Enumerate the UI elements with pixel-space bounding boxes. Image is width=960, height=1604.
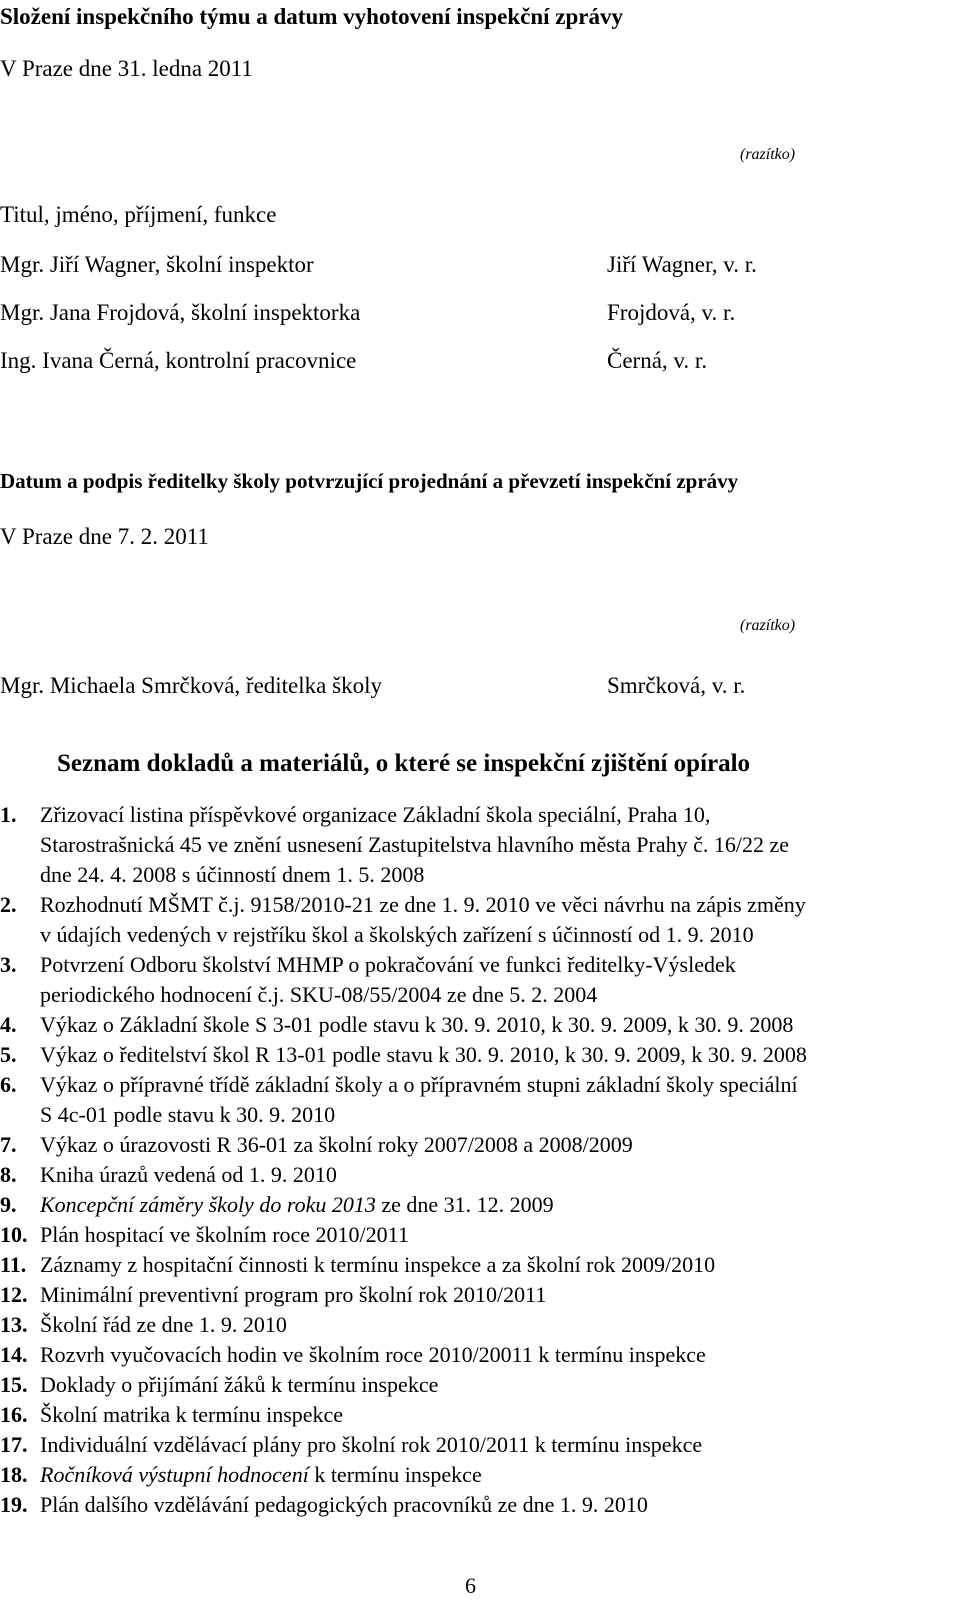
list-item: [0, 1490, 958, 1520]
list-item-text: Minimální preventivní program pro školní rok 2010/2011: [40, 1282, 547, 1307]
list-item: [0, 1280, 958, 1310]
list-item-number: 14.: [0, 1342, 28, 1367]
list-item-rest: k termínu inspekce: [308, 1462, 482, 1487]
team-heading: Složení inspekčního týmu a datum vyhotovení inspekční zprávy: [0, 4, 624, 29]
list-item: [0, 1070, 958, 1130]
list-item: [0, 800, 958, 890]
director-stamp: (razítko): [740, 617, 796, 634]
director-date: V Praze dne 7. 2. 2011: [0, 524, 209, 549]
list-item-number: 1.: [0, 802, 17, 827]
team-member-name: Mgr. Jana Frojdová, školní inspektorka: [0, 300, 361, 325]
documents-list: [0, 800, 958, 1520]
team-member-signature: Černá, v. r.: [607, 348, 708, 373]
list-item-number: 6.: [0, 1072, 17, 1097]
list-item-text: Doklady o přijímání žáků k termínu inspekce: [40, 1372, 439, 1397]
list-item-italic-title: Koncepční záměry školy do roku 2013: [40, 1192, 376, 1217]
page-number: 6: [465, 1573, 476, 1598]
list-item-italic-title: Ročníková výstupní hodnocení: [40, 1462, 309, 1487]
list-item-number: 9.: [0, 1192, 17, 1217]
list-item-number: 15.: [0, 1372, 28, 1397]
list-item-text: Záznamy z hospitační činnosti k termínu inspekce a za školní rok 2009/2010: [40, 1252, 716, 1277]
list-item-text: [40, 1460, 958, 1490]
list-item: [0, 1370, 958, 1400]
director-heading: Datum a podpis ředitelky školy potvrzující projednání a převzetí inspekční zprávy: [0, 469, 739, 493]
list-item-number: 2.: [0, 892, 17, 917]
list-item-text: Kniha úrazů vedená od 1. 9. 2010: [40, 1162, 337, 1187]
list-item: [0, 890, 958, 950]
list-item: [0, 950, 958, 1010]
list-item-text: Školní matrika k termínu inspekce: [40, 1402, 344, 1427]
documents-heading: Seznam dokladů a materiálů, o které se inspekční zjištění opíralo: [57, 750, 751, 777]
team-member-name: Ing. Ivana Černá, kontrolní pracovnice: [0, 348, 357, 373]
team-column-header: Titul, jméno, příjmení, funkce: [0, 202, 277, 227]
list-item: [0, 1040, 958, 1070]
list-item: [0, 1460, 958, 1490]
list-item-number: 7.: [0, 1132, 17, 1157]
list-item: [0, 1430, 958, 1460]
list-item-text: Potvrzení Odboru školství MHMP o pokračování ve funkci ředitelky-Výsledek: [40, 952, 736, 977]
list-item-text: Plán dalšího vzdělávání pedagogických pracovníků ze dne 1. 9. 2010: [40, 1492, 648, 1517]
list-item-number: 10.: [0, 1222, 28, 1247]
list-item-text: Starostrašnická 45 ve znění usnesení Zastupitelstva hlavního města Prahy č. 16/22 ze: [40, 832, 790, 857]
list-item: [0, 1310, 958, 1340]
team-member-name: Mgr. Jiří Wagner, školní inspektor: [0, 252, 314, 277]
list-item-number: 5.: [0, 1042, 17, 1067]
director-name: Mgr. Michaela Smrčková, ředitelka školy: [0, 673, 382, 698]
team-member-signature: Frojdová, v. r.: [607, 300, 736, 325]
list-item-number: 3.: [0, 952, 17, 977]
list-item-number: 18.: [0, 1462, 28, 1487]
list-item-text: Plán hospitací ve školním roce 2010/2011: [40, 1222, 409, 1247]
team-stamp: (razítko): [740, 146, 796, 163]
list-item: [0, 1220, 958, 1250]
list-item-number: 17.: [0, 1432, 28, 1457]
list-item-number: 19.: [0, 1492, 28, 1517]
list-item-rest: ze dne 31. 12. 2009: [375, 1192, 554, 1217]
list-item-text: Školní řád ze dne 1. 9. 2010: [40, 1312, 287, 1337]
list-item-text: Výkaz o ředitelství škol R 13-01 podle stavu k 30. 9. 2010, k 30. 9. 2009, k 30. 9. 2008: [40, 1042, 807, 1067]
list-item-text: Výkaz o úrazovosti R 36-01 za školní roky 2007/2008 a 2008/2009: [40, 1132, 633, 1157]
list-item: [0, 1130, 958, 1160]
list-item-text: v údajích vedených v rejstříku škol a školských zařízení s účinností od 1. 9. 2010: [40, 922, 754, 947]
list-item-text: Zřizovací listina příspěvkové organizace Základní škola speciální, Praha 10,: [40, 802, 711, 827]
list-item-text: [40, 1190, 958, 1220]
list-item-text: Individuální vzdělávací plány pro školní rok 2010/2011 k termínu inspekce: [40, 1432, 703, 1457]
list-item-text: Rozvrh vyučovacích hodin ve školním roce 2010/20011 k termínu inspekce: [40, 1342, 706, 1367]
list-item-number: 12.: [0, 1282, 28, 1307]
list-item: [0, 1340, 958, 1370]
list-item: [0, 1010, 958, 1040]
list-item-number: 8.: [0, 1162, 17, 1187]
list-item-number: 16.: [0, 1402, 28, 1427]
list-item-text: Výkaz o Základní škole S 3-01 podle stavu k 30. 9. 2010, k 30. 9. 2009, k 30. 9. 2008: [40, 1012, 794, 1037]
list-item-number: 13.: [0, 1312, 28, 1337]
list-item-text: S 4c-01 podle stavu k 30. 9. 2010: [40, 1102, 336, 1127]
list-item: [0, 1250, 958, 1280]
team-date: V Praze dne 31. ledna 2011: [0, 56, 253, 81]
list-item-text: Výkaz o přípravné třídě základní školy a o přípravném stupni základní školy speciální: [40, 1072, 798, 1097]
list-item-number: 4.: [0, 1012, 17, 1037]
team-member-signature: Jiří Wagner, v. r.: [607, 252, 757, 277]
list-item-text: Rozhodnutí MŠMT č.j. 9158/2010-21 ze dne 1. 9. 2010 ve věci návrhu na zápis změny: [40, 892, 806, 917]
director-signature: Smrčková, v. r.: [607, 673, 746, 698]
list-item: [0, 1190, 958, 1220]
list-item-text: dne 24. 4. 2008 s účinností dnem 1. 5. 2008: [40, 862, 425, 887]
list-item-number: 11.: [0, 1252, 27, 1277]
list-item: [0, 1400, 958, 1430]
list-item: [0, 1160, 958, 1190]
list-item-text: periodického hodnocení č.j. SKU-08/55/2004 ze dne 5. 2. 2004: [40, 982, 598, 1007]
